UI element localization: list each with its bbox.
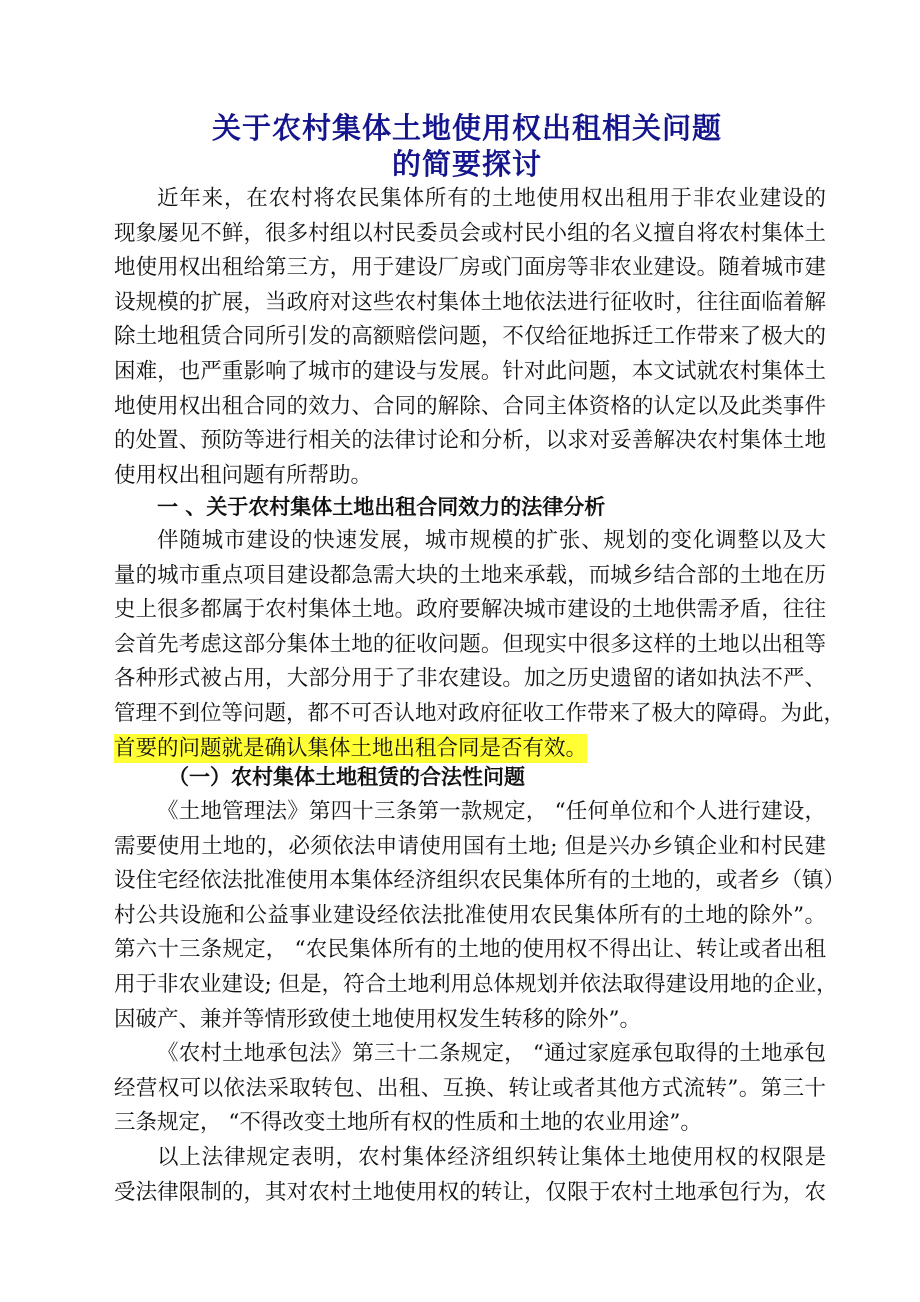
text-line: 地使用权出租合同的效力、合同的解除、合同主体资格的认定以及此类事件 <box>114 393 826 419</box>
text-line: 设住宅经依法批准使用本集体经济组织农民集体所有的土地的，或者乡（镇） <box>114 868 846 894</box>
text-line: 各种形式被占用，大部分用于了非农建设。加之历史遗留的诸如执法不严、 <box>114 666 826 692</box>
text-line: 管理不到位等问题，都不可否认地对政府征收工作带来了极大的障碍。为此， <box>114 700 846 726</box>
law-paragraph-3 <box>114 1141 826 1210</box>
text-line: 用于非农业建设; 但是，符合土地利用总体规划并依法取得建设用地的企业， <box>114 971 838 997</box>
text-line: 地使用权出租给第三方，用于建设厂房或门面房等非农业建设。随着城市建 <box>114 255 826 281</box>
text-line: 除土地租赁合同所引发的高额赔偿问题，不仅给征地拆迁工作带来了极大的 <box>114 324 826 350</box>
subsection-heading: （一）农村集体土地租赁的合法性问题 <box>168 765 525 789</box>
text-line: 第六十三条规定， “农民集体所有的土地的使用权不得出让、转让或者出租 <box>114 937 826 963</box>
text-line: 受法律限制的，其对农村土地使用权的转让，仅限于农村土地承包行为，农 <box>114 1179 826 1205</box>
text-line: 现象屡见不鲜，很多村组以村民委员会或村民小组的名义擅自将农村集体土 <box>114 220 826 246</box>
text-line: 以上法律规定表明，农村集体经济组织转让集体土地使用权的权限是 <box>157 1145 826 1170</box>
text-line: 困难，也严重影响了城市的建设与发展。针对此问题，本文试就农村集体土 <box>114 358 826 384</box>
section-heading: 一 、关于农村集体土地出租合同效力的法律分析 <box>157 495 606 519</box>
text-line: 三条规定， “不得改变土地所有权的性质和土地的农业用途”。 <box>114 1110 702 1136</box>
text-line: 因破产、兼并等情形致使土地使用权发生转移的除外”。 <box>114 1006 641 1032</box>
text-line: 的处置、预防等进行相关的法律讨论和分析，以求对妥善解决农村集体土地 <box>114 428 826 454</box>
text-line: 《农村土地承包法》第三十二条规定， “通过家庭承包取得的土地承包 <box>157 1041 826 1066</box>
law-paragraph-1 <box>114 795 846 1037</box>
text-line: 使用权出租问题有所帮助。 <box>114 462 373 488</box>
document-title-line-1: 关于农村集体土地使用权出租相关问题 <box>211 111 722 145</box>
text-line: 近年来，在农村将农民集体所有的土地使用权出租用于非农业建设的 <box>157 186 826 211</box>
text-line: 伴随城市建设的快速发展，城市规模的扩张、规划的变化调整以及大 <box>157 528 826 553</box>
document-title-line-2: 的简要探讨 <box>391 147 542 181</box>
text-line: 设规模的扩展，当政府对这些农村集体土地依法进行征收时，往往面临着解 <box>114 289 826 315</box>
section-paragraph <box>114 524 846 766</box>
text-line: 《土地管理法》第四十三条第一款规定， “任何单位和个人进行建设， <box>157 799 826 824</box>
text-line: 村公共设施和公益事业建设经依法批准使用农民集体所有的土地的除外”。 <box>114 902 826 928</box>
law-paragraph-2 <box>114 1037 826 1141</box>
text-line: 量的城市重点项目建设都急需大块的土地来承载，而城乡结合部的土地在历 <box>114 562 826 588</box>
text-line: 史上很多都属于农村集体土地。政府要解决城市建设的土地供需矛盾，往往 <box>114 597 826 623</box>
intro-paragraph <box>114 182 826 493</box>
text-line: 经营权可以依法采取转包、出租、互换、转让或者其他方式流转”。第三十 <box>114 1075 826 1101</box>
text-line: 需要使用土地的，必须依法申请使用国有土地; 但是兴办乡镇企业和村民建 <box>114 833 826 859</box>
text-line: 会首先考虑这部分集体土地的征收问题。但现实中很多这样的土地以出租等 <box>114 631 826 657</box>
highlighted-text: 首要的问题就是确认集体土地出租合同是否有效。 <box>114 735 588 761</box>
